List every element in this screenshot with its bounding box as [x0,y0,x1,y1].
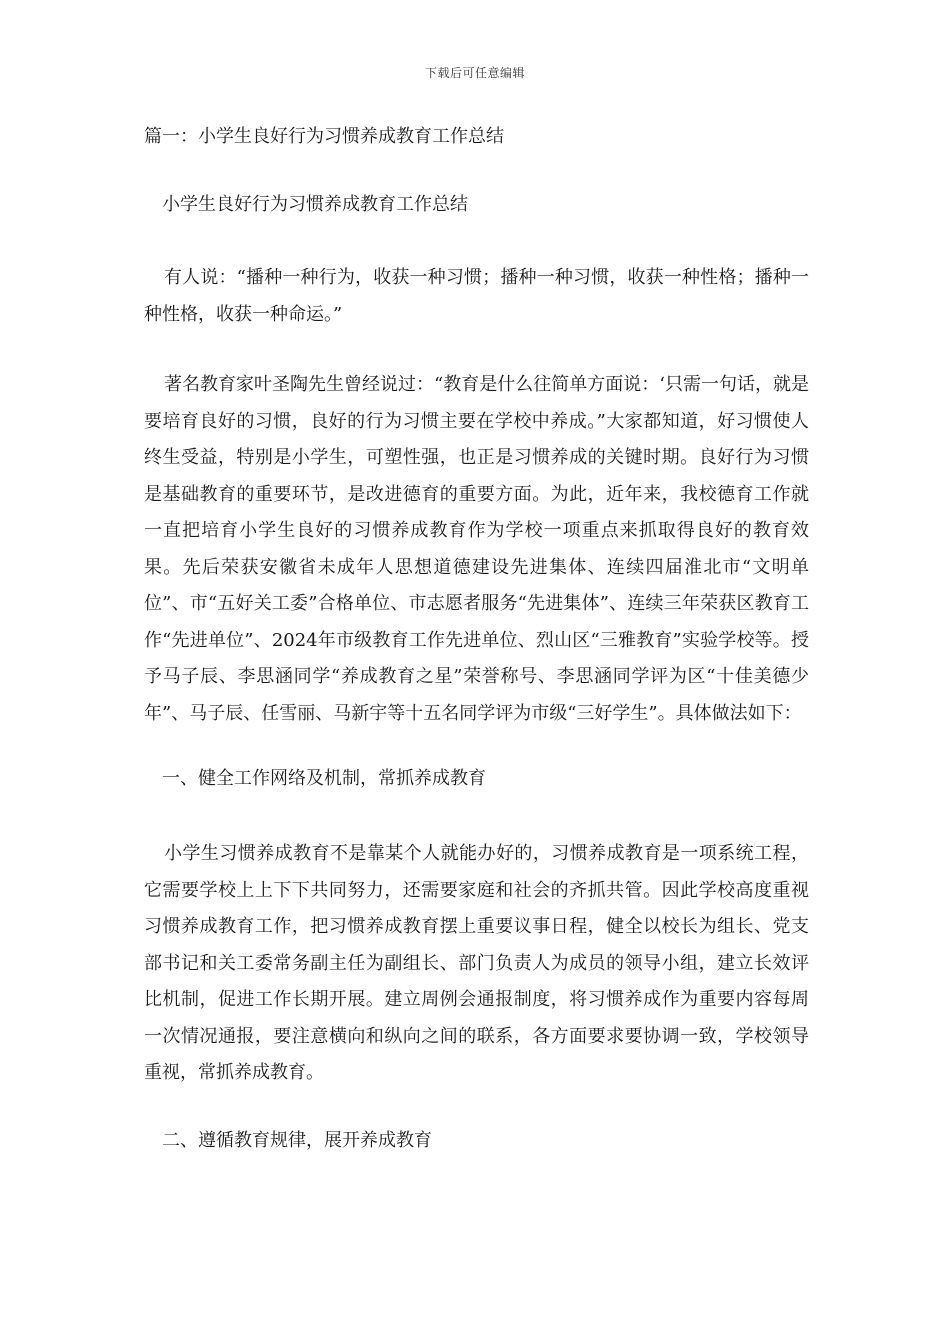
section-heading-1: 一、健全工作网络及机制，常抓养成教育 [162,768,486,789]
part-title: 篇一：小学生良好行为习惯养成教育工作总结 [144,126,504,147]
paragraph-section-1: 小学生习惯养成教育不是靠某个人就能办好的，习惯养成教育是一项系统工程，它需要学校上上下下共同努力，还需要家庭和社会的齐抓共管。因此学校高度重视习惯养成教育工作，把习惯养成教育摆上重要议事日程，健全以校长为组长、党支部书记和关工委常务副主任为副组长、部门负责人为成员的领导小组，建立长效评比机制，促进工作长期开展。建立周例会通报制度，将习惯养成作为重要内容每周一次情况通报，要注意横向和纵向之间的联系，各方面要求要协调一致，学校领导重视，常抓养成教育。 [144,843,809,1083]
document-body [144,120,809,1158]
section-heading-2: 二、遵循教育规律，展开养成教育 [162,1129,432,1151]
paragraph-intro: 著名教育家叶圣陶先生曾经说过：“教育是什么往简单方面说：‘只需一句话，就是要培育良好的习惯，良好的行为习惯主要在学校中养成。”大家都知道，好习惯使人终生受益，特别是小学生，可塑性强，也正是习惯养成的关键时期。良好行为习惯是基础教育的重要环节，是改进德育的重要方面。为此，近年来，我校德育工作就一直把培育小学生良好的习惯养成教育作为学校一项重点来抓取得良好的教育效果。先后荣获安徽省未成年人思想道德建设先进集体、连续四届淮北市“文明单位”、市“五好关工委”合格单位、市志愿者服务“先进集体”、连续三年荣获区教育工作“先进单位”、2024年市级教育工作先进单位、烈山区“三雅教育”实验学校等。授予马子辰、李思涵同学“养成教育之星”荣誉称号、李思涵同学评为区“十佳美德少年”、马子辰、任雪丽、马新宇等十五名同学评为市级“三好学生”。具体做法如下： [144,374,809,724]
paragraph-quote: 有人说：“播种一种行为，收获一种习惯；播种一种习惯，收获一种性格；播种一种性格，收获一种命运。” [144,267,809,325]
document-title: 小学生良好行为习惯养成教育工作总结 [162,194,468,215]
header-note: 下载后可任意编辑 [424,66,525,80]
